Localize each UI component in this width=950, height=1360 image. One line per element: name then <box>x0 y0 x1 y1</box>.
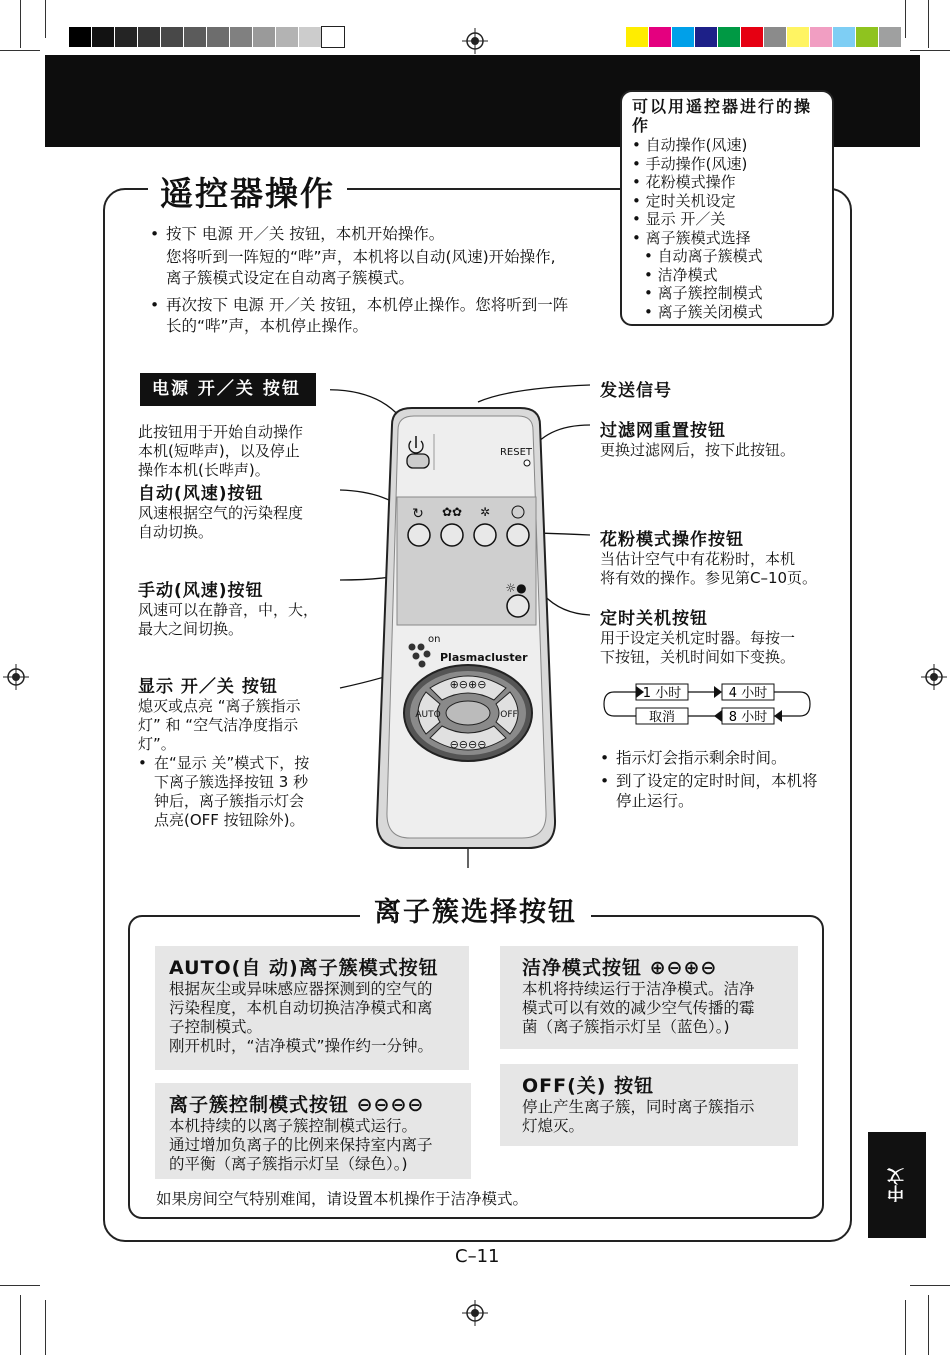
auto-fan-label: 自动(风速)按钮 风速根据空气的污染程度 自动切换。 <box>138 484 304 541</box>
crop-mark <box>905 0 906 38</box>
color-swatch <box>649 27 671 47</box>
crop-mark <box>0 50 40 51</box>
crop-mark <box>928 1295 929 1355</box>
intro-line: 长的“哔”声，本机停止操作。 <box>166 317 369 335</box>
feature-item: • 手动操作(风速) <box>632 155 822 174</box>
display-button[interactable] <box>507 595 529 617</box>
registration-mark-icon <box>462 28 488 54</box>
crop-mark <box>910 1285 950 1286</box>
color-swatch <box>92 27 114 47</box>
crop-mark <box>910 50 950 51</box>
feature-sub-item: • 洁净模式 <box>632 266 822 285</box>
feature-list-box <box>620 90 834 326</box>
svg-text:⊖⊖⊖⊖: ⊖⊖⊖⊖ <box>449 738 487 751</box>
color-swatch <box>161 27 183 47</box>
svg-text:↻: ↻ <box>412 506 424 522</box>
color-swatch <box>718 27 740 47</box>
timer-button-label: 定时关机按钮 用于设定关机定时器。每按一 下按钮，关机时间如下变换。 <box>600 609 796 666</box>
color-swatch <box>695 27 717 47</box>
registration-mark-icon <box>921 664 947 690</box>
intro-line: 再次按下 电源 开／关 按钮，本机停止操作。您将听到一阵 <box>166 296 569 314</box>
power-button-description: 此按钮用于开始自动操作 本机(短哔声)，以及停止 操作本机(长哔声)。 <box>138 423 304 479</box>
crop-mark <box>0 1285 40 1286</box>
auto-mode-box: AUTO(自 动)离子簇模式按钮 根据灰尘或异味感应器探测到的空气的 污染程度，本机自动切换洁净模式和离 子控制模式。 刚开机时，“洁净模式”操作约一分钟。 <box>155 946 469 1070</box>
color-swatch <box>230 27 252 47</box>
color-swatch <box>299 27 321 47</box>
timer-step-label: 8 小时 <box>728 710 768 725</box>
color-swatch <box>253 27 275 47</box>
filter-reset-label: 过滤网重置按钮 更换过滤网后，按下此按钮。 <box>600 421 796 459</box>
color-swatch <box>810 27 832 47</box>
feature-item: • 显示 开／关 <box>632 210 822 229</box>
display-button-label: 显示 开／关 按钮 熄灭或点亮 “离子簇指示 灯” 和 “空气洁净度指示 灯”。 • 在“显示 关”模式下，按 下离子簇选择按钮 3 秒 钟后，离子簇指示灯会 点亮(OFF 按钮除外)。 <box>138 672 328 830</box>
feature-sub-item: • 离子簇控制模式 <box>632 284 822 303</box>
feature-sub-item: • 离子簇关闭模式 <box>632 303 822 322</box>
svg-text:✲: ✲ <box>479 505 491 519</box>
feature-list-title: 可以用遥控器进行的操作 <box>632 97 813 135</box>
color-swatch <box>207 27 229 47</box>
crop-mark <box>20 1295 21 1355</box>
control-mode-icon: ⊖⊖⊖⊖ <box>356 1094 425 1116</box>
off-key-label: OFF <box>500 710 518 720</box>
feature-item: • 花粉模式操作 <box>632 173 822 192</box>
brand-label: Plasmacluster <box>440 651 528 664</box>
svg-text:⊕⊖⊕⊖: ⊕⊖⊕⊖ <box>449 678 487 691</box>
registration-mark-icon <box>3 664 29 690</box>
pollen-button[interactable] <box>474 524 496 546</box>
color-swatch <box>276 27 298 47</box>
power-button-label: 电源 开／关 按钮 <box>140 373 316 406</box>
timer-step-label: 4 小时 <box>728 686 768 701</box>
signal-label: 发送信号 <box>600 381 672 401</box>
color-swatch <box>626 27 648 47</box>
clean-mode-box: 洁净模式按钮 ⊕⊖⊕⊖ 本机将持续运行于洁净模式。洁净 模式可以有效的减少空气传播的霉 菌（离子簇指示灯呈（蓝色）。) <box>500 946 798 1049</box>
svg-text:☼●: ☼● <box>505 581 527 595</box>
crop-mark <box>45 1300 46 1355</box>
feature-sub-item: • 自动离子簇模式 <box>632 247 822 266</box>
color-swatch <box>115 27 137 47</box>
registration-mark-icon <box>462 1300 488 1326</box>
clean-mode-icon: ⊕⊖⊕⊖ <box>649 957 718 979</box>
crop-mark <box>20 0 21 48</box>
color-swatch <box>833 27 855 47</box>
color-swatch <box>322 27 344 47</box>
crop-mark <box>905 1300 906 1355</box>
feature-item: • 自动操作(风速) <box>632 136 822 155</box>
remote-control-illustration <box>330 370 590 870</box>
color-swatch <box>856 27 878 47</box>
intro-line: 您将听到一阵短的“哔”声，本机将以自动(风速)开始操作, <box>166 248 556 266</box>
manual-fan-button[interactable] <box>441 524 463 546</box>
color-swatch <box>138 27 160 47</box>
crop-mark <box>928 0 929 48</box>
intro-line: 离子簇模式设定在自动离子簇模式。 <box>166 269 415 287</box>
intro-line: 按下 电源 开／关 按钮，本机开始操作。 <box>166 225 445 243</box>
pollen-button-label: 花粉模式操作按钮 当估计空气中有花粉时，本机 将有效的操作。参见第C–10页。 <box>600 530 818 587</box>
color-swatch <box>69 27 91 47</box>
manual-fan-label: 手动(风速)按钮 风速可以在静音，中，大， 最大之间切换。 <box>138 581 319 638</box>
timer-notes: • 指示灯会指示剩余时间。 • 到了设定的定时时间，本机将 停止运行。 <box>600 749 818 810</box>
color-swatch <box>741 27 763 47</box>
auto-key-label: AUTO <box>415 710 441 720</box>
reset-label: RESET <box>499 447 533 458</box>
timer-step-label: 取消 <box>648 710 676 725</box>
intro-paragraph-1: • 按下 电源 开／关 按钮，本机开始操作。 您将听到一阵短的“哔”声，本机将以自动(风速)开始操作, 离子簇模式设定在自动离子簇模式。 <box>166 224 616 289</box>
on-label: on <box>428 634 441 645</box>
color-swatch <box>879 27 901 47</box>
auto-fan-button[interactable] <box>408 524 430 546</box>
display-note: • 在“显示 关”模式下，按 下离子簇选择按钮 3 秒 钟后，离子簇指示灯会 点亮(OFF 按钮除外)。 <box>138 754 310 829</box>
crop-mark <box>45 0 46 38</box>
intro-paragraph-2: • 再次按下 电源 开／关 按钮，本机停止操作。您将听到一阵 长的“哔”声，本机停止操作。 <box>166 295 616 337</box>
timer-sequence-diagram <box>600 678 830 730</box>
color-swatch <box>787 27 809 47</box>
page-number: C–11 <box>455 1246 500 1267</box>
control-mode-box: 离子簇控制模式按钮 ⊖⊖⊖⊖ 本机持续的以离子簇控制模式运行。 通过增加负离子的比例来保持室内离子 的平衡（离子簇指示灯呈（绿色）。) <box>155 1083 471 1179</box>
timer-step-label: 1 小时 <box>642 686 682 701</box>
off-mode-box: OFF(关) 按钮 停止产生离子簇，同时离子簇指示 灯熄灭。 <box>500 1064 798 1146</box>
feature-item: • 定时关机设定 <box>632 192 822 211</box>
color-swatch <box>764 27 786 47</box>
timer-button[interactable] <box>507 524 529 546</box>
color-swatch <box>184 27 206 47</box>
language-tab: 中文 <box>868 1132 926 1238</box>
cluster-footer-note: 如果房间空气特别难闻，请设置本机操作于洁净模式。 <box>156 1190 529 1208</box>
svg-text:✿✿: ✿✿ <box>441 505 463 519</box>
page-title: 遥控器操作 <box>148 168 347 215</box>
feature-item: • 离子簇模式选择 <box>632 229 822 248</box>
cluster-section-title: 离子簇选择按钮 <box>360 890 591 929</box>
color-swatch <box>672 27 694 47</box>
